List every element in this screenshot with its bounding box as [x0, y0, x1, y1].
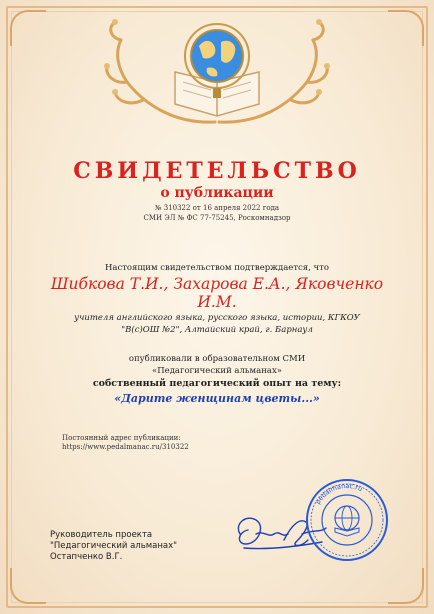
- registration-number: № 310322 от 16 апреля 2022 года: [154, 204, 280, 212]
- corner-ornament: [388, 568, 424, 604]
- signer-name: Остапченко В.Г.: [50, 552, 123, 562]
- media-registration: СМИ ЭЛ № ФС 77-75245, Роскомнадзор: [143, 214, 291, 222]
- corner-ornament: [10, 568, 46, 604]
- svg-text:pedalmanac.ru: [314, 482, 364, 506]
- authors-names: Шибкова Т.И., Захарова Е.А., Яковченко И.М.: [50, 275, 384, 311]
- globe-book-emblem-icon: [87, 12, 347, 142]
- signer-title: Руководитель проекта: [50, 530, 153, 540]
- address-url[interactable]: https://www.pedalmanac.ru/310322: [62, 443, 189, 451]
- authors-position: учителя английского языка, русского языка, истории, КГКОУ "В(с)ОШ №2", Алтайский край, г. Барнаул: [74, 313, 360, 335]
- certificate-subtitle: о публикации: [160, 185, 274, 201]
- stamp-ring-text: pedalmanac.ru: [313, 481, 364, 506]
- confirm-text: Настоящим свидетельством подтверждается, что: [104, 263, 329, 273]
- corner-ornament: [10, 10, 46, 46]
- published-line: опубликовали в образовательном СМИ: [128, 354, 306, 364]
- experience-label: собственный педагогический опыт на тему:: [92, 378, 342, 389]
- journal-name: «Педагогический альманах»: [152, 366, 282, 376]
- signer-project: "Педагогический альманах": [50, 541, 178, 551]
- corner-ornament: [388, 10, 424, 46]
- address-label: Постоянный адрес публикации:: [62, 434, 181, 442]
- stamp-icon: [305, 478, 389, 562]
- publication-topic: «Дарите женщинам цветы...»: [114, 392, 320, 405]
- certificate-title: СВИДЕТЕЛЬСТВО: [73, 158, 361, 184]
